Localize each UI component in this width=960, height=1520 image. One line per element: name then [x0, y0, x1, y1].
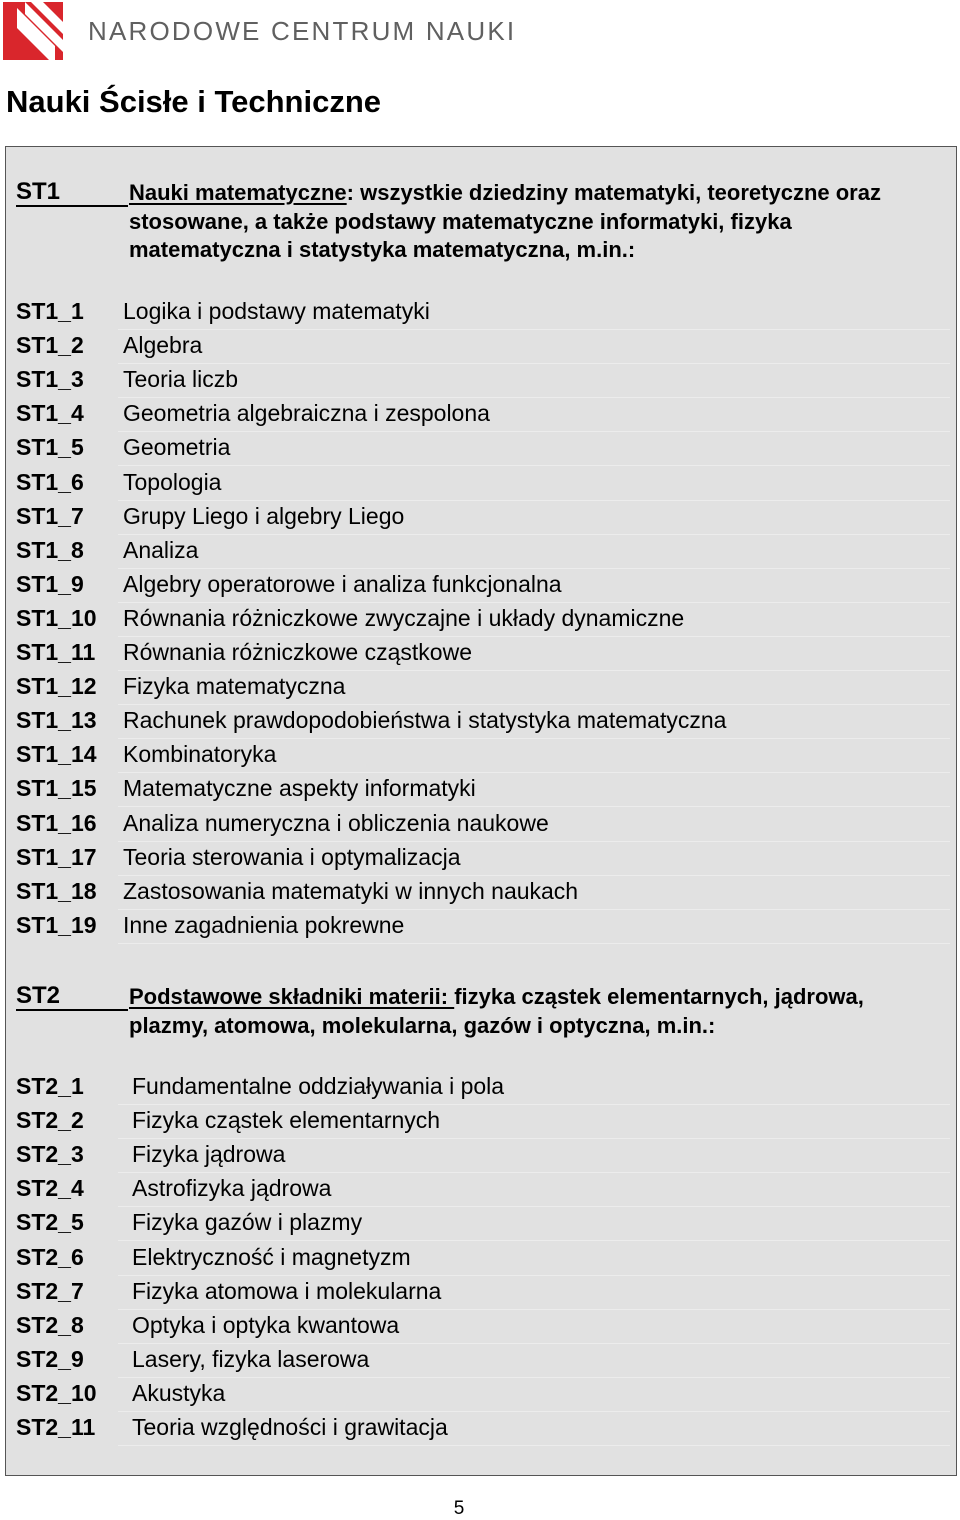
- subpanel-label: Równania różniczkowe zwyczajne i układy dynamiczne: [123, 604, 685, 631]
- row-separator: [118, 1411, 950, 1412]
- row-separator: [118, 397, 950, 398]
- row-separator: [118, 1138, 950, 1139]
- section-title-st2: Podstawowe składniki materii:: [129, 984, 455, 1009]
- subpanel-code: ST1_16: [16, 809, 97, 836]
- section-code-st2: ST2: [16, 982, 61, 1009]
- subpanel-label: Geometria: [123, 434, 231, 461]
- row-separator: [118, 1172, 950, 1173]
- section-description-st1: [129, 179, 929, 265]
- subpanel-code: ST1_18: [16, 877, 97, 904]
- subpanel-code: ST1_5: [16, 434, 84, 461]
- row-separator: [118, 738, 950, 739]
- subpanel-label: Kombinatoryka: [123, 741, 277, 768]
- row-separator: [118, 772, 950, 773]
- row-separator: [118, 500, 950, 501]
- row-separator: [118, 1309, 950, 1310]
- subpanel-code: ST2_3: [16, 1141, 84, 1168]
- section-text-st2: fizyka cząstek elementarnych, jądrowa, plazmy, atomowa, molekularna, gazów i optyczna, m.in.:: [129, 984, 864, 1038]
- subpanel-code: ST1_11: [16, 639, 96, 665]
- subpanel-label: Matematyczne aspekty informatyki: [123, 775, 476, 802]
- subpanel-label: Optyka i optyka kwantowa: [132, 1311, 400, 1338]
- subpanel-code: ST1_13: [16, 707, 97, 734]
- page-header: [0, 0, 960, 64]
- row-separator: [118, 1104, 950, 1105]
- row-separator: [118, 1240, 950, 1241]
- section-underline: [16, 1009, 128, 1011]
- row-separator: [118, 704, 950, 705]
- subpanel-label: Lasery, fizyka laserowa: [132, 1345, 370, 1372]
- subpanel-label: Algebry operatorowe i analiza funkcjonalna: [123, 570, 562, 597]
- row-separator: [118, 1343, 950, 1344]
- page-number: 5: [453, 1498, 465, 1519]
- subpanel-label: Rachunek prawdopodobieństwa i statystyka matematyczna: [123, 707, 727, 734]
- row-separator: [118, 602, 950, 603]
- subpanel-label: Zastosowania matematyki w innych naukach: [123, 877, 579, 904]
- subpanel-label: Fizyka matematyczna: [123, 673, 346, 700]
- subpanel-label: Astrofizyka jądrowa: [132, 1175, 332, 1202]
- row-separator: [118, 465, 950, 466]
- subpanel-label: Grupy Liego i algebry Liego: [123, 502, 405, 529]
- subpanel-label: Analiza: [123, 536, 199, 563]
- row-separator: [118, 841, 950, 842]
- ncn-logo-icon: [3, 2, 63, 60]
- row-separator: [118, 329, 950, 330]
- row-separator: [118, 943, 950, 944]
- row-separator: [118, 670, 950, 671]
- subpanel-code: ST2_1: [16, 1073, 84, 1099]
- subpanel-label: Fizyka gazów i plazmy: [132, 1209, 363, 1236]
- row-separator: [118, 534, 950, 535]
- subpanel-code: ST1_12: [16, 673, 97, 700]
- subpanel-code: ST2_8: [16, 1311, 84, 1338]
- subpanel-code: ST2_7: [16, 1277, 84, 1304]
- subpanel-label: Elektryczność i magnetyzm: [132, 1243, 411, 1270]
- subpanel-code: ST1_15: [16, 775, 97, 802]
- row-separator: [118, 431, 950, 432]
- subpanel-code: ST2_2: [16, 1107, 84, 1134]
- subpanel-label: Fizyka cząstek elementarnych: [132, 1107, 441, 1134]
- row-separator: [118, 806, 950, 807]
- subpanel-code: ST1_2: [16, 332, 84, 359]
- subpanel-code: ST1_4: [16, 400, 84, 427]
- subpanel-code: ST1_14: [16, 741, 97, 768]
- row-separator: [118, 875, 950, 876]
- subpanel-label: Logika i podstawy matematyki: [123, 298, 430, 324]
- subpanel-label: Teoria liczb: [123, 366, 239, 393]
- subpanel-label: Teoria sterowania i optymalizacja: [123, 843, 461, 870]
- section-text-st1: : wszystkie dziedziny matematyki, teoretyczne oraz stosowane, a także podstawy matematyczne informatyki, fizyka matematyczna i statystyka matematyczna, m.in.:: [129, 180, 881, 262]
- subpanel-label: Fizyka atomowa i molekularna: [132, 1277, 442, 1304]
- row-separator: [118, 1275, 950, 1276]
- section-title-st1: Nauki matematyczne: [129, 180, 347, 205]
- section-description-st2: [129, 983, 929, 1040]
- subpanel-label: Analiza numeryczna i obliczenia naukowe: [123, 809, 549, 836]
- subpanel-label: Inne zagadnienia pokrewne: [123, 911, 405, 938]
- row-separator: [118, 909, 950, 910]
- subpanel-code: ST1_3: [16, 366, 84, 393]
- row-separator: [118, 1206, 950, 1207]
- row-separator: [118, 1377, 950, 1378]
- subpanel-code: ST2_4: [16, 1175, 84, 1202]
- subpanel-label: Fizyka jądrowa: [132, 1141, 286, 1168]
- row-separator: [118, 568, 950, 569]
- row-separator: [118, 1445, 950, 1446]
- subpanel-label: Algebra: [123, 332, 203, 359]
- subpanel-code: ST1_1: [16, 298, 84, 324]
- subpanel-label: Równania różniczkowe cząstkowe: [123, 639, 472, 665]
- row-separator: [118, 636, 950, 637]
- subpanel-code: ST2_5: [16, 1209, 84, 1236]
- subpanel-label: Teoria względności i grawitacja: [132, 1414, 448, 1440]
- subpanel-code: ST1_9: [16, 570, 84, 597]
- section-underline: [16, 205, 128, 207]
- subpanel-code: ST1_7: [16, 502, 84, 529]
- subpanel-code: ST2_9: [16, 1345, 84, 1372]
- subpanel-code: ST1_19: [16, 911, 97, 938]
- subpanel-label: Fundamentalne oddziaływania i pola: [132, 1073, 505, 1099]
- subpanel-code: ST1_10: [16, 604, 97, 631]
- subpanel-code: ST1_17: [16, 843, 97, 870]
- row-separator: [118, 363, 950, 364]
- organization-name: NARODOWE CENTRUM NAUKI: [88, 16, 517, 46]
- subpanel-code: ST2_6: [16, 1243, 84, 1270]
- section-code-st1: ST1: [16, 178, 61, 205]
- subpanel-code: ST2_10: [16, 1379, 97, 1406]
- subpanel-code: ST1_8: [16, 536, 84, 563]
- subpanel-label: Akustyka: [132, 1379, 226, 1406]
- subpanel-label: Geometria algebraiczna i zespolona: [123, 400, 490, 427]
- subpanel-label: Topologia: [123, 468, 222, 495]
- page-title: Nauki Ścisłe i Techniczne: [6, 84, 382, 119]
- subpanel-code: ST2_11: [16, 1414, 96, 1440]
- subpanel-code: ST1_6: [16, 468, 84, 495]
